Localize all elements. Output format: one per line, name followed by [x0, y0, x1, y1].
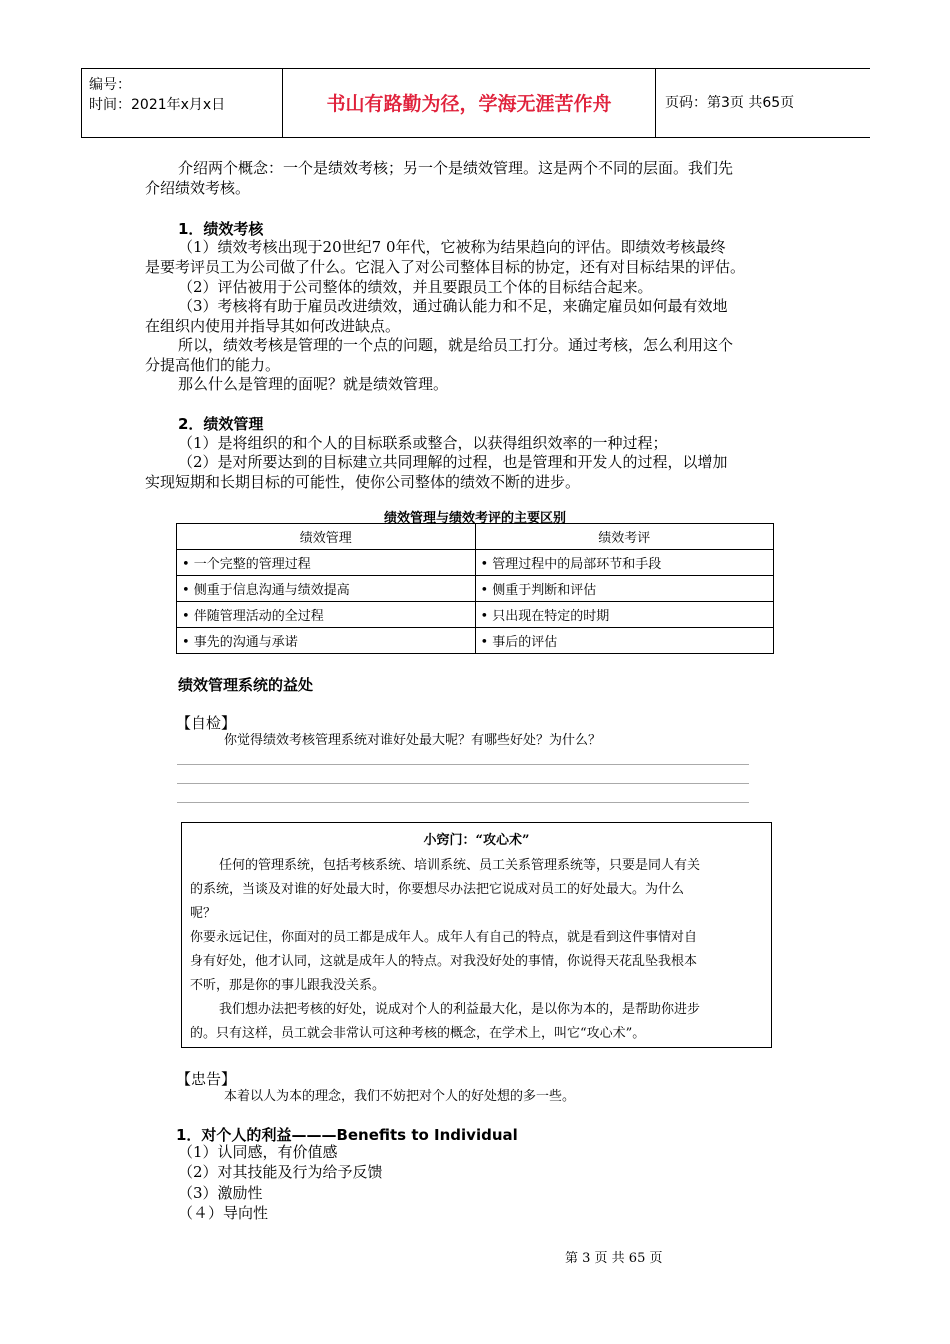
list-item: （４）导向性: [178, 1204, 269, 1222]
body-line: （3）考核将有助于雇员改进绩效，通过确认能力和不足，来确定雇员如何最有效地: [178, 297, 728, 315]
answer-line: [177, 764, 749, 765]
doc-date-label: 时间：2021年x月x日: [89, 97, 226, 113]
body-line: 在组织内使用并指导其如何改进缺点。: [145, 317, 401, 335]
table-cell: • 管理过程中的局部环节和手段: [475, 550, 774, 576]
page-header: [81, 68, 870, 138]
header-divider: [81, 69, 82, 137]
section-heading: 1．绩效考核: [178, 220, 264, 238]
table-caption: 绩效管理与绩效考评的主要区别: [383, 511, 566, 526]
table-row: [177, 628, 774, 654]
answer-line: [177, 783, 749, 784]
table-cell: • 事先的沟通与承诺: [177, 628, 476, 654]
header-motto: 书山有路勤为径，学海无涯苦作舟: [326, 93, 612, 115]
answer-line: [177, 802, 749, 803]
self-check-label: 【自检】: [176, 714, 237, 732]
tip-line: 身有好处，他才认同，这就是成年人的特点。对我没好处的事情，你说得天花乱坠我根本: [190, 954, 698, 969]
body-line: （1）是将组织的和个人的目标联系或整合，以获得组织效率的一种过程；: [178, 434, 668, 452]
body-line: 所以，绩效考核是管理的一个点的问题，就是给员工打分。通过考核，怎么利用这个: [178, 336, 734, 354]
tip-line: 你要永远记住，你面对的员工都是成年人。成年人有自己的特点，就是看到这件事情对自: [190, 930, 698, 945]
table-cell: • 伴随管理活动的全过程: [177, 602, 476, 628]
tip-line: 不听，那是你的事儿跟我没关系。: [190, 978, 386, 993]
table-cell: • 事后的评估: [475, 628, 774, 654]
tip-line: 的。只有这样，员工就会非常认可这种考核的概念，在学术上，叫它“攻心术”。: [190, 1026, 646, 1041]
benefits-heading: 绩效管理系统的益处: [178, 676, 314, 694]
header-page-number: 页码：第3页 共65页: [665, 95, 795, 111]
tip-title: 小窍门：“攻心术”: [423, 833, 530, 848]
tip-line: 的系统，当谈及对谁的好处最大时，你要想尽办法把它说成对员工的好处最大。为什么: [190, 882, 685, 897]
table-cell: • 侧重于判断和评估: [475, 576, 774, 602]
page-footer: 第 3 页 共 65 页: [565, 1251, 663, 1266]
tip-line: 任何的管理系统，包括考核系统、培训系统、员工关系管理系统等，只要是同人有关: [219, 858, 701, 873]
advice-text: 本着以人为本的理念，我们不妨把对个人的好处想的多一些。: [224, 1089, 576, 1104]
list-item: （1）认同感，有价值感: [178, 1143, 338, 1161]
tip-box: [181, 822, 772, 1048]
table-row: [177, 602, 774, 628]
table-cell: • 侧重于信息沟通与绩效提高: [177, 576, 476, 602]
list-item: （3）激励性: [178, 1184, 263, 1202]
tip-line: 呢？: [190, 906, 217, 921]
section-heading: 2．绩效管理: [178, 415, 264, 433]
body-line: （2）是对所要达到的目标建立共同理解的过程，也是管理和开发人的过程，以增加: [178, 453, 728, 471]
body-line: （1）绩效考核出现于20世纪7 0年代，它被称为结果趋向的评估。即绩效考核最终: [178, 238, 726, 256]
body-line: 分提高他们的能力。: [145, 356, 281, 374]
table-header-cell: 绩效考评: [475, 524, 774, 550]
table-header-row: [177, 524, 774, 550]
section-heading: 1．对个人的利益———Benefits to Individual: [176, 1126, 518, 1144]
header-divider: [655, 69, 656, 137]
table-header-cell: 绩效管理: [177, 524, 476, 550]
table-row: [177, 576, 774, 602]
intro-line: 介绍绩效考核。: [145, 179, 251, 197]
advice-label: 【忠告】: [176, 1070, 237, 1088]
body-line: 那么什么是管理的面呢？就是绩效管理。: [178, 375, 449, 393]
self-check-question: 你觉得绩效考核管理系统对谁好处最大呢？有哪些好处？为什么？: [224, 733, 602, 748]
comparison-table: [176, 523, 774, 654]
tip-line: 我们想办法把考核的好处，说成对个人的利益最大化，是以你为本的，是帮助你进步: [219, 1002, 701, 1017]
table-row: [177, 550, 774, 576]
intro-line: 介绍两个概念：一个是绩效考核；另一个是绩效管理。这是两个不同的层面。我们先: [178, 159, 734, 177]
body-line: （2）评估被用于公司整体的绩效，并且要跟员工个体的目标结合起来。: [178, 278, 653, 296]
table-cell: • 一个完整的管理过程: [177, 550, 476, 576]
body-line: 是要考评员工为公司做了什么。它混入了对公司整体目标的协定，还有对目标结果的评估。: [145, 258, 746, 276]
list-item: （2）对其技能及行为给予反馈: [178, 1163, 383, 1181]
doc-code-label: 编号：: [89, 77, 131, 93]
body-line: 实现短期和长期目标的可能性，使你公司整体的绩效不断的进步。: [145, 473, 581, 491]
table-cell: • 只出现在特定的时期: [475, 602, 774, 628]
